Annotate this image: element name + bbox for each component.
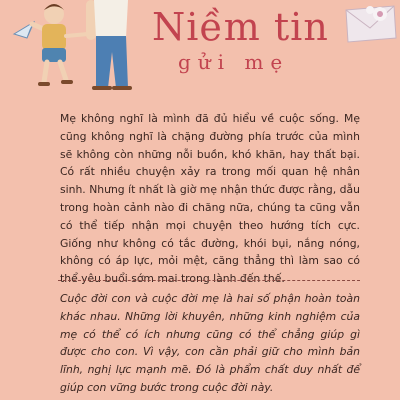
mother-and-child-illustration: [0, 0, 150, 100]
book-subtitle: gửi mẹ: [178, 50, 290, 74]
book-title: Niềm tin: [152, 5, 329, 49]
child-shirt: [42, 24, 66, 50]
mother-shirt: [94, 0, 128, 38]
child-legs: [44, 62, 66, 82]
dashed-divider: [58, 280, 360, 281]
quote-paragraph: Cuộc đời con và cuộc đời mẹ là hai số phận hoàn toàn khác nhau. Những lời khuyên, những kinh nghiệm của mẹ có thể có ích nhưng cũng có thể chẳng giúp gì được cho con. Vì vậy, con cần phải giữ cho mình bản lĩnh, nghị lực mạnh mẽ. Đó là phẩm chất duy nhất để giúp con vững bước trong cuộc đời này.: [60, 292, 360, 394]
body-paragraph: Mẹ không nghĩ là mình đã đủ hiểu về cuộc sống. Mẹ cũng không nghĩ là chặng đường phía trước của mình sẽ không còn những nỗi buồn, khó khăn, hay thất bại. Có rất nhiều chuyện xảy ra trong mối quan hệ nhân sinh. Nhưng ít nhất là giờ mẹ nhận thức được rằng, dẫu trong hoàn cảnh nào đi chăng nữa, chúng ta cũng vẫn có thể tiếp nhận mọi chuyện theo hướng tích cực. Giống như không có tắc đường, khói bụi, nắng nóng, không có áp lực, mỏi mệt, căng thẳng thì làm sao có thể yêu buổi sớm mai trong lành đến thế.: [60, 112, 360, 286]
mother-jeans: [96, 36, 128, 88]
child-shorts: [42, 48, 66, 62]
